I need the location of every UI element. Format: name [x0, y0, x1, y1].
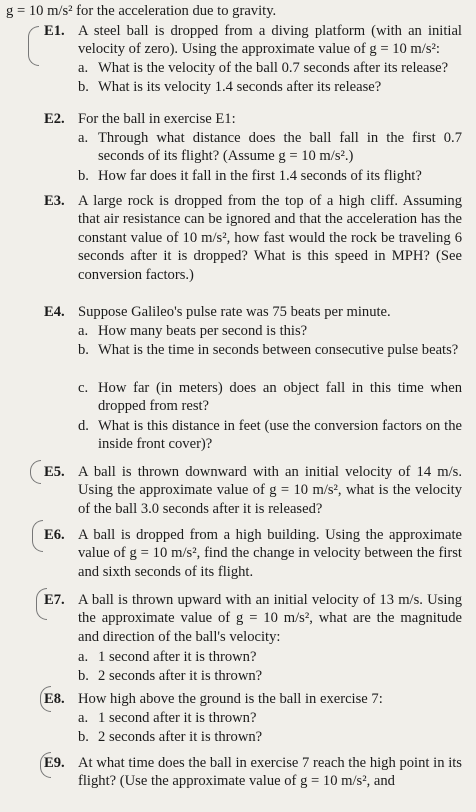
- exercise-text: At what time does the ball in exercise 7 reach the high point in its flight? (Use the approximate value of g = 10 m/s², and: [78, 755, 462, 790]
- exercise-number: E5.: [44, 464, 65, 480]
- exercise-text: A ball is thrown downward with an initial velocity of 14 m/s. Using the approximate value of g = 10 m/s², what is the velocity of the ball 3.0 seconds after it is released?: [78, 464, 462, 517]
- exercise-number: E1.: [44, 23, 65, 39]
- part-letter: b.: [78, 168, 89, 184]
- exercise-text: A ball is thrown upward with an initial velocity of 13 m/s. Using the approximate value of g = 10 m/s², what are the magnitude and direction of the ball's velocity:: [78, 592, 462, 645]
- pencil-mark: [28, 26, 39, 66]
- part-text: What is the velocity of the ball 0.7 seconds after its release?: [98, 60, 449, 76]
- part-text: 2 seconds after it is thrown?: [98, 668, 263, 684]
- part-text: 1 second after it is thrown?: [98, 649, 257, 665]
- part-letter: a.: [78, 649, 89, 665]
- part-text: What is its velocity 1.4 seconds after its release?: [98, 79, 382, 95]
- part-text: How many beats per second is this?: [98, 323, 308, 339]
- header-line: g = 10 m/s² for the acceleration due to gravity.: [6, 3, 277, 19]
- pencil-mark: [36, 588, 47, 620]
- part-text: How far (in meters) does an object fall in this time when dropped from rest?: [98, 380, 462, 415]
- pencil-mark: [32, 520, 43, 552]
- part-letter: c.: [78, 380, 89, 396]
- exercise-number: E6.: [44, 527, 65, 543]
- pencil-mark: [40, 686, 51, 712]
- exercise-text: Suppose Galileo's pulse rate was 75 beats per minute.: [78, 304, 391, 320]
- part-letter: a.: [78, 130, 89, 146]
- part-text: 1 second after it is thrown?: [98, 710, 257, 726]
- exercise-number: E9.: [44, 755, 65, 771]
- part-letter: b.: [78, 668, 89, 684]
- exercise-text: How high above the ground is the ball in exercise 7:: [78, 691, 383, 707]
- exercise-text: For the ball in exercise E1:: [78, 111, 236, 127]
- part-letter: b.: [78, 342, 89, 358]
- exercise-text: A steel ball is dropped from a diving platform (with an initial velocity of zero). Using the approximate value of g = 10 m/s²:: [78, 23, 462, 58]
- part-text: What is this distance in feet (use the conversion factors on the inside front cover)?: [98, 418, 462, 453]
- exercise-number: E4.: [44, 304, 65, 320]
- exercise-number: E8.: [44, 691, 65, 707]
- part-letter: a.: [78, 710, 89, 726]
- part-letter: b.: [78, 79, 89, 95]
- part-letter: d.: [78, 418, 89, 434]
- pencil-mark: [40, 752, 51, 778]
- part-letter: a.: [78, 60, 89, 76]
- part-text: How far does it fall in the first 1.4 seconds of its flight?: [98, 168, 422, 184]
- exercise-number: E3.: [44, 193, 65, 209]
- exercise-number: E2.: [44, 111, 65, 127]
- exercise-text: A large rock is dropped from the top of a high cliff. Assuming that air resistance can be ignored and that the acceleration has the constant value of 10 m/s², how fast would the rock be traveling 6 seconds after it is dropped? What is this speed in MPH? (See conversion factors.): [78, 193, 462, 283]
- part-text: What is the time in seconds between consecutive pulse beats?: [98, 342, 459, 358]
- exercise-text: A ball is dropped from a high building. Using the approximate value of g = 10 m/s², find the change in velocity between the first and sixth seconds of its flight.: [78, 527, 462, 580]
- part-letter: b.: [78, 729, 89, 745]
- part-text: Through what distance does the ball fall in the first 0.7 seconds of its flight? (Assume g = 10 m/s².): [98, 130, 462, 165]
- exercise-number: E7.: [44, 592, 65, 608]
- part-text: 2 seconds after it is thrown?: [98, 729, 263, 745]
- part-letter: a.: [78, 323, 89, 339]
- pencil-mark: [30, 460, 41, 484]
